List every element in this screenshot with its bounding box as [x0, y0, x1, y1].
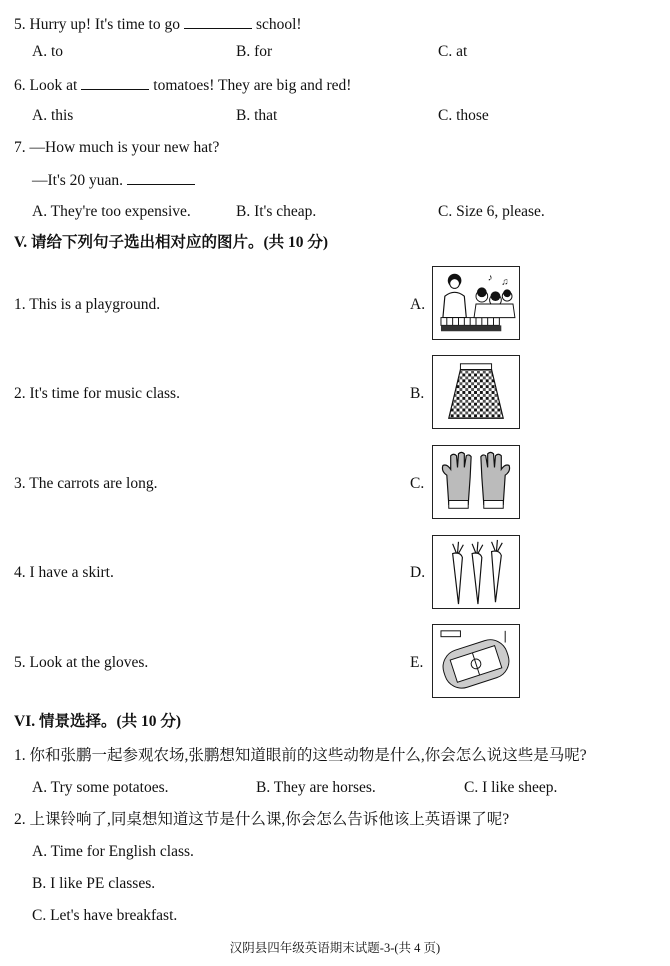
option-c: C. I like sheep. — [464, 779, 558, 796]
page-footer: 汉阴县四年级英语期末试题-3-(共 4 页) — [229, 941, 441, 955]
option-a: A. They're too expensive. — [32, 203, 191, 220]
match-sentence-1: 1. This is a playground. — [14, 296, 161, 313]
match-sentence-3: 3. The carrots are long. — [14, 475, 158, 492]
picture-letter-b: B. — [410, 385, 425, 402]
match-sentence-4: 4. I have a skirt. — [14, 564, 114, 581]
option-a: A. Time for English class. — [32, 843, 194, 860]
scenario-question-1: 1. 你和张鹏一起参观农场,张鹏想知道眼前的这些动物是什么,你会怎么说这些是马呢? — [14, 747, 587, 764]
answer-blank[interactable] — [184, 14, 252, 29]
match-sentence-5: 5. Look at the gloves. — [14, 654, 149, 671]
svg-text:♫: ♫ — [501, 276, 509, 288]
carrots-icon — [432, 535, 520, 609]
question-7-reply: —It's 20 yuan. — [32, 170, 199, 191]
match-sentence-2: 2. It's time for music class. — [14, 385, 180, 402]
option-b: B. They are horses. — [256, 779, 376, 796]
answer-blank[interactable] — [81, 75, 149, 90]
picture-letter-c: C. — [410, 475, 425, 492]
picture-letter-e: E. — [410, 654, 424, 671]
section-5-title: V. 请给下列句子选出相对应的图片。(共 10 分) — [14, 234, 329, 251]
picture-letter-a: A. — [410, 296, 426, 313]
svg-text:♪: ♪ — [487, 272, 493, 284]
question-6: 6. Look at tomatoes! They are big and red! — [14, 77, 352, 94]
option-b: B. for — [236, 43, 273, 60]
playground-icon — [432, 624, 520, 698]
option-b: B. It's cheap. — [236, 203, 317, 220]
answer-blank[interactable] — [127, 170, 195, 185]
option-a: A. this — [32, 107, 74, 124]
option-c: C. at — [438, 43, 468, 60]
option-a: A. Try some potatoes. — [32, 779, 169, 796]
section-6-title: VI. 情景选择。(共 10 分) — [14, 713, 182, 730]
skirt-icon — [432, 355, 520, 429]
option-c: C. Size 6, please. — [438, 203, 545, 220]
option-c: C. Let's have breakfast. — [32, 907, 178, 924]
option-b: B. I like PE classes. — [32, 875, 156, 892]
picture-letter-d: D. — [410, 564, 426, 581]
option-c: C. those — [438, 107, 489, 124]
question-7: 7. —How much is your new hat? — [14, 139, 220, 156]
question-5: 5. Hurry up! It's time to go school! — [14, 16, 302, 33]
option-a: A. to — [32, 43, 63, 60]
option-b: B. that — [236, 107, 278, 124]
scenario-question-2: 2. 上课铃响了,同桌想知道这节是什么课,你会怎么告诉他该上英语课了呢? — [14, 811, 510, 828]
music-class-icon — [432, 266, 520, 340]
gloves-icon — [432, 445, 520, 519]
